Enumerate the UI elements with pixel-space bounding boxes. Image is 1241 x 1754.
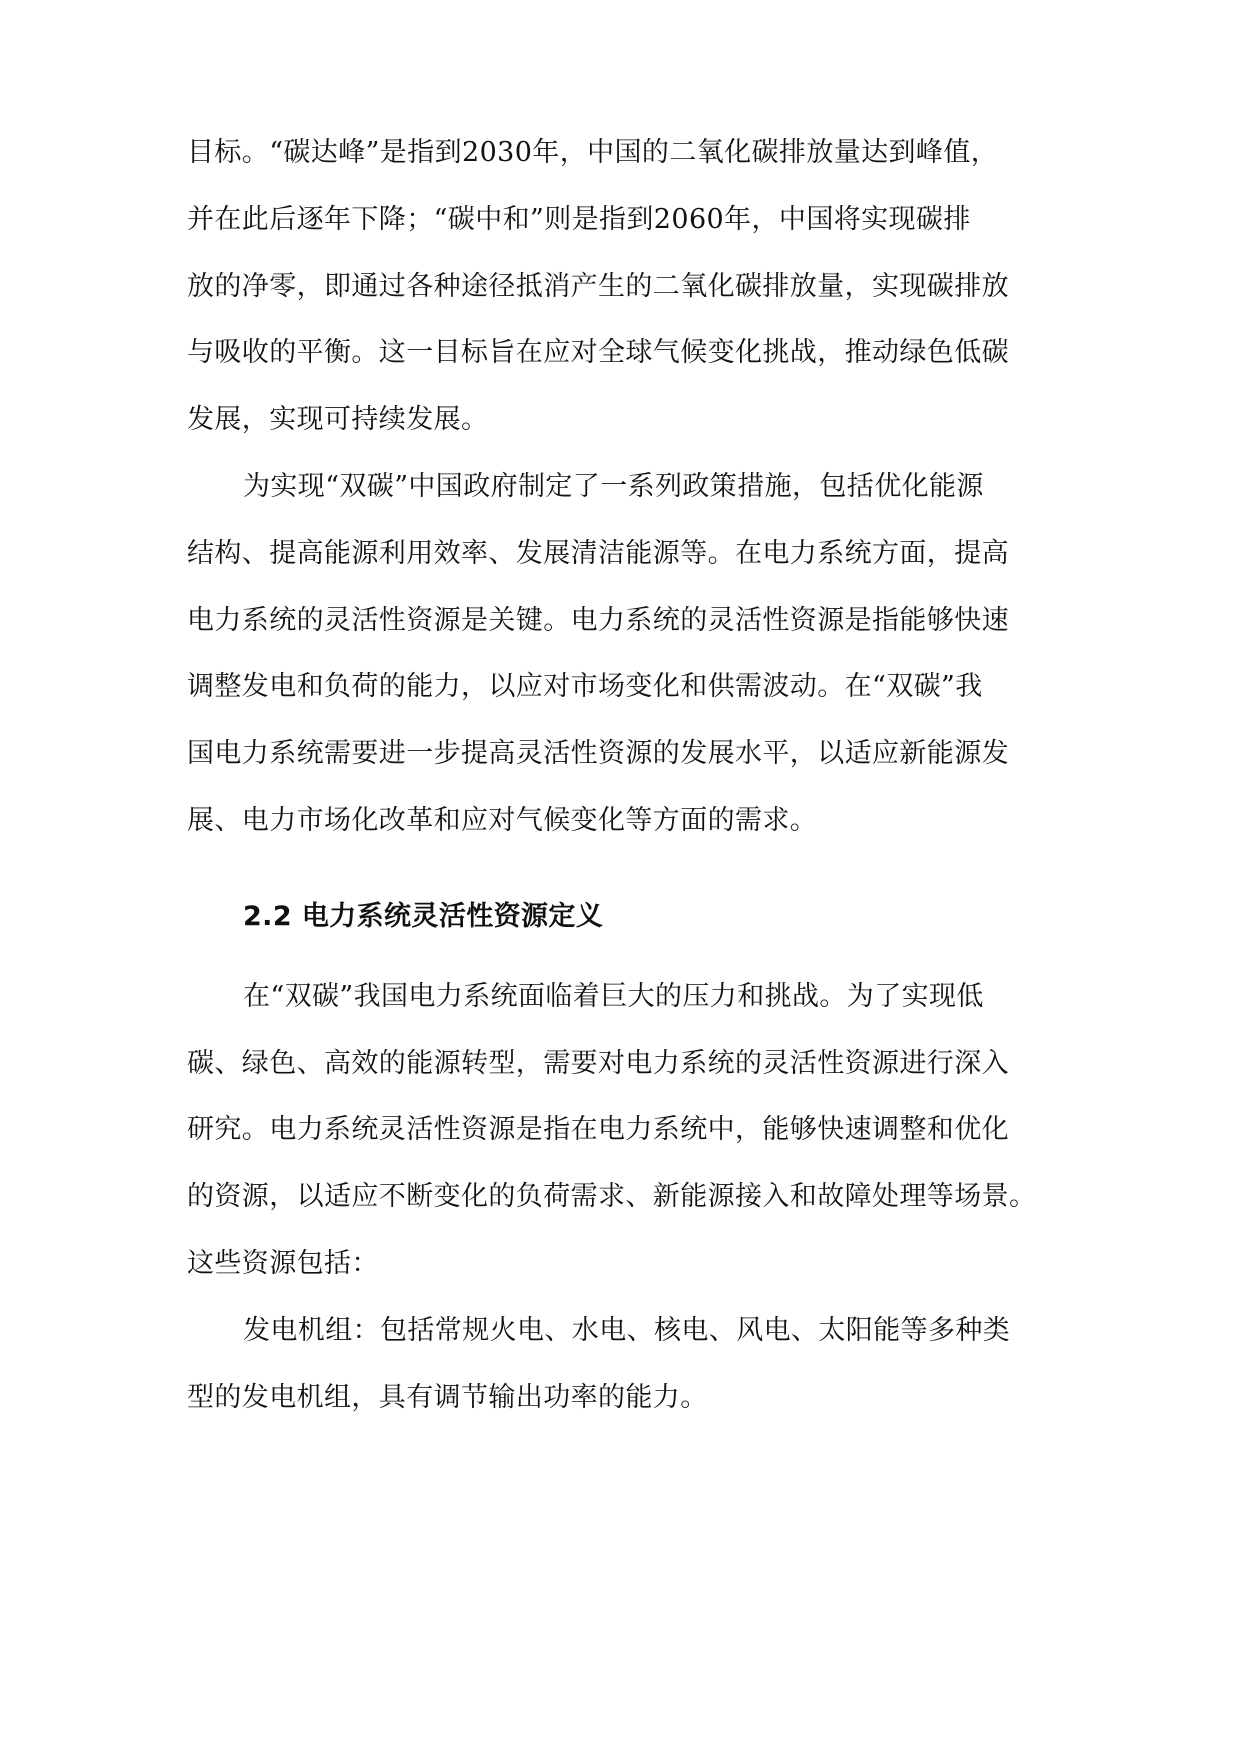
paragraph-line: 电力系统的灵活性资源是关键。电力系统的灵活性资源是指能够快速 (187, 605, 1009, 636)
paragraph-line: 研究。电力系统灵活性资源是指在电力系统中，能够快速调整和优化 (187, 1114, 1009, 1145)
paragraph-line: 发展，实现可持续发展。 (187, 404, 489, 435)
paragraph-line: 与吸收的平衡。这一目标旨在应对全球气候变化挑战，推动绿色低碳 (187, 337, 1009, 368)
paragraph-line: 并在此后逐年下降；“碳中和”则是指到2060年，中国将实现碳排 (187, 204, 971, 235)
paragraph-line: 放的净零，即通过各种途径抵消产生的二氧化碳排放量，实现碳排放 (187, 271, 1009, 302)
paragraph-line: 在“双碳”我国电力系统面临着巨大的压力和挑战。为了实现低 (243, 981, 984, 1012)
section-heading: 2.2 电力系统灵活性资源定义 (243, 901, 604, 932)
paragraph-line: 调整发电和负荷的能力，以应对市场变化和供需波动。在“双碳”我 (187, 671, 983, 702)
paragraph-line: 这些资源包括： (187, 1248, 379, 1279)
paragraph-line: 型的发电机组，具有调节输出功率的能力。 (187, 1382, 708, 1413)
paragraph-line: 目标。“碳达峰”是指到2030年，中国的二氧化碳排放量达到峰值， (187, 137, 999, 168)
paragraph-line: 为实现“双碳”中国政府制定了一系列政策措施，包括优化能源 (243, 471, 984, 502)
paragraph-line: 的资源，以适应不断变化的负荷需求、新能源接入和故障处理等场景。 (187, 1181, 1037, 1212)
paragraph-line: 发电机组：包括常规火电、水电、核电、风电、太阳能等多种类 (243, 1315, 1011, 1346)
paragraph-line: 展、电力市场化改革和应对气候变化等方面的需求。 (187, 805, 818, 836)
paragraph-line: 碳、绿色、高效的能源转型，需要对电力系统的灵活性资源进行深入 (187, 1048, 1009, 1079)
paragraph-line: 国电力系统需要进一步提高灵活性资源的发展水平，以适应新能源发 (187, 738, 1009, 769)
paragraph-line: 结构、提高能源利用效率、发展清洁能源等。在电力系统方面，提高 (187, 538, 1009, 569)
